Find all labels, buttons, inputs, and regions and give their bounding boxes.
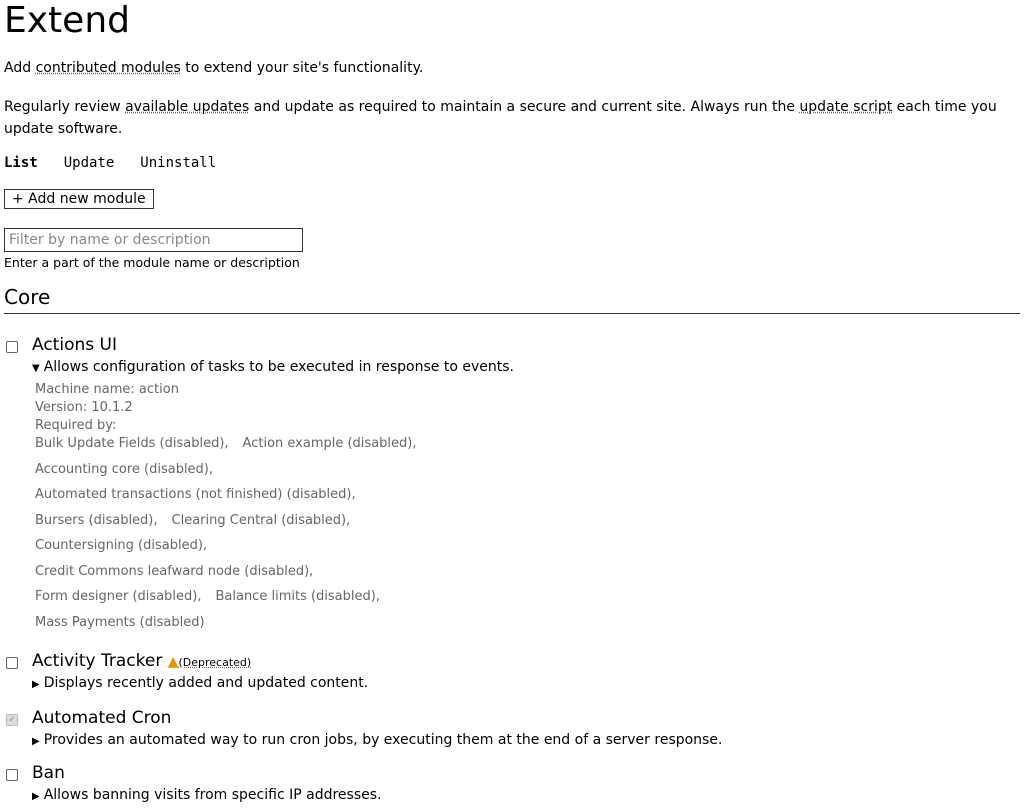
intro-text: Add contributed modules to extend your site's functionality. (4, 60, 424, 76)
available-updates-link[interactable]: available updates (125, 99, 250, 115)
required-by-row (35, 610, 935, 636)
warning-icon: ▲ (167, 654, 179, 670)
tab-list[interactable]: List (4, 155, 38, 171)
deprecated-link[interactable]: (Deprecated) (178, 656, 252, 669)
filter-help: Enter a part of the module name or description (4, 255, 300, 270)
required-by-row (35, 533, 935, 559)
required-by-row (35, 584, 935, 610)
module-details (35, 381, 935, 635)
required-by-row (35, 431, 935, 457)
required-by-row (35, 508, 935, 534)
version: Version: 10.1.2 (35, 400, 133, 415)
update-script-link[interactable]: update script (799, 99, 893, 115)
module-description-toggle[interactable]: ▼ Allows configuration of tasks to be executed in response to events. (32, 359, 514, 375)
module-name: Actions UI (32, 335, 117, 355)
module-name: Activity Tracker ▲(Deprecated) (32, 651, 252, 671)
triangle-down-icon: ▼ (32, 363, 40, 374)
updates-text: Regularly review available updates and update as required to maintain a secure and current site. Always run the update script each time you update software. (4, 99, 997, 137)
module-checkbox[interactable] (6, 769, 18, 781)
section-divider (4, 313, 1020, 314)
required-by-item: Balance limits (disabled), (215, 589, 380, 604)
required-by-label: Required by: (35, 418, 117, 433)
required-by-item: Credit Commons leafward node (disabled), (35, 563, 314, 579)
machine-name: Machine name: action (35, 382, 179, 397)
module-checkbox[interactable] (6, 657, 18, 669)
required-by-item: Form designer (disabled), (35, 589, 202, 604)
required-by-item: Bulk Update Fields (disabled), (35, 436, 229, 451)
module-description-toggle[interactable]: ▶ Allows banning visits from specific IP addresses. (32, 787, 382, 803)
triangle-right-icon: ▶ (32, 791, 40, 802)
module-name: Automated Cron (32, 708, 172, 728)
required-by-item: Clearing Central (disabled), (171, 512, 351, 528)
tabs (4, 155, 242, 171)
section-core: Core (4, 285, 51, 309)
filter-input[interactable] (4, 228, 303, 252)
tab-uninstall[interactable]: Uninstall (140, 155, 217, 171)
module-name: Ban (32, 763, 65, 783)
add-new-module-button[interactable]: + Add new module (4, 189, 154, 209)
contributed-modules-link[interactable]: contributed modules (35, 60, 181, 76)
page-title: Extend (4, 0, 130, 41)
required-by-list (35, 431, 935, 635)
triangle-right-icon: ▶ (32, 736, 40, 747)
required-by-item: Countersigning (disabled), (35, 538, 208, 553)
required-by-row (35, 559, 935, 585)
required-by-item: Automated transactions (not finished) (disabled), (35, 487, 356, 502)
module-checkbox-checked: ✓ (6, 714, 18, 726)
required-by-item: Action example (disabled), (242, 436, 417, 451)
module-description-toggle[interactable]: ▶ Displays recently added and updated content. (32, 675, 369, 691)
tab-update[interactable]: Update (63, 155, 115, 171)
module-description-toggle[interactable]: ▶ Provides an automated way to run cron jobs, by executing them at the end of a server response. (32, 732, 723, 748)
triangle-right-icon: ▶ (32, 679, 40, 690)
required-by-item: Accounting core (disabled), (35, 461, 214, 477)
required-by-row (35, 482, 935, 508)
module-checkbox[interactable] (6, 341, 18, 353)
required-by-row (35, 457, 935, 483)
required-by-item: Bursers (disabled), (35, 512, 158, 528)
required-by-item: Mass Payments (disabled) (35, 614, 205, 630)
